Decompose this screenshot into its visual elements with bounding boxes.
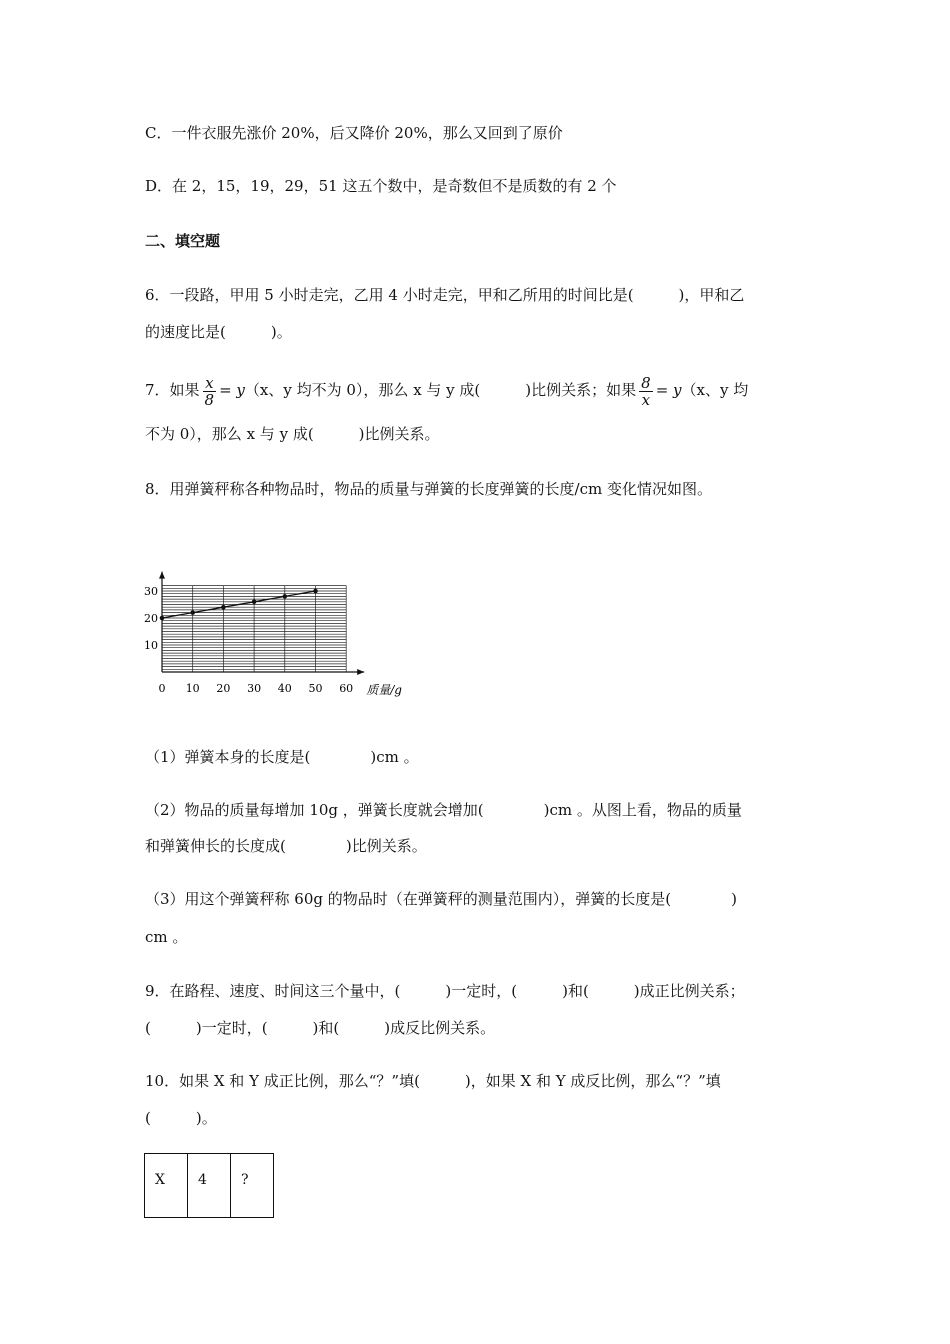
y-tick-label: 20 (144, 612, 158, 625)
section-title: 二、填空题 (145, 232, 221, 250)
q10-cell-q: ? (231, 1154, 274, 1218)
q7-fraction-2: $\frac{8}{x}$ (641, 373, 651, 409)
x-tick-label: 30 (247, 682, 262, 695)
q8-sub3-line1: （3）用这个弹簧秤称 60g 的物品时（在弹簧秤的测量范围内），弹簧的长度是( ) (145, 890, 737, 908)
q8-sub3-line2: cm 。 (145, 928, 188, 946)
q7-mid: （x、y 均不为 0），那么 x 与 y 成( )比例关系；如果 (244, 381, 637, 399)
y-tick-label: 30 (144, 585, 158, 598)
data-point (313, 589, 318, 594)
q6-line2: 的速度比是( )。 (145, 323, 292, 341)
q10-line2: ( )。 (145, 1109, 217, 1127)
q9-line2: ( )一定时，( )和( )成反比例关系。 (145, 1019, 496, 1037)
q10-table (144, 1153, 274, 1218)
x-axis-arrow (357, 669, 364, 675)
q8-sub2-line2: 和弹簧伸长的长度成( )比例关系。 (145, 837, 427, 855)
data-point (190, 610, 195, 615)
q7-prefix: 7．如果 (145, 381, 200, 399)
q5-option-d: D．在 2，15，19，29，51 这五个数中，是奇数但不是质数的有 2 个 (145, 177, 617, 195)
data-point (221, 605, 226, 610)
q8-stem: 8．用弹簧秤称各种物品时，物品的质量与弹簧的长度弹簧的长度/cm 变化情况如图。 (145, 480, 712, 498)
q7-tail: （x、y 均 (681, 381, 749, 399)
q7-eq-1: = y (219, 381, 245, 399)
q10-line1: 10．如果 X 和 Y 成正比例，那么“？”填( )，如果 X 和 Y 成反比例，那么“？”填 (145, 1072, 721, 1090)
x-axis-label: 质量/g (366, 683, 402, 697)
q6-line1: 6．一段路，甲用 5 小时走完，乙用 4 小时走完，甲和乙所用的时间比是( )，甲和乙 (145, 286, 745, 304)
q7-line2: 不为 0），那么 x 与 y 成( )比例关系。 (145, 425, 440, 443)
x-tick-label: 50 (308, 682, 323, 695)
x-tick-label: 20 (216, 682, 231, 695)
q5-option-c: C．一件衣服先涨价 20%，后又降价 20%，那么又回到了原价 (145, 124, 563, 142)
x-tick-label: 40 (277, 682, 292, 695)
data-point (283, 594, 288, 599)
q10-cell-4: 4 (188, 1154, 231, 1218)
q9-line1: 9．在路程、速度、时间这三个量中，( )一定时，( )和( )成正比例关系； (145, 982, 745, 1000)
q7-eq-2: = y (655, 381, 682, 399)
spring-chart (140, 522, 420, 702)
q7-line1 (145, 368, 748, 412)
q10-cell-x: X (145, 1154, 188, 1218)
x-tick-label: 60 (339, 682, 354, 695)
q8-sub1: （1）弹簧本身的长度是( )cm 。 (145, 748, 419, 766)
y-axis-arrow (159, 572, 165, 579)
q8-sub2-line1: （2）物品的质量每增加 10g ，弹簧长度就会增加( )cm 。从图上看，物品的质量 (145, 801, 742, 819)
data-point (252, 600, 257, 605)
data-point (160, 616, 165, 621)
q7-fraction-1: $\frac{x}{8}$ (204, 373, 215, 409)
x-tick-label: 10 (185, 682, 200, 695)
y-tick-label: 10 (144, 639, 158, 652)
chart-grid (162, 586, 346, 672)
x-tick-label: 0 (158, 682, 166, 695)
